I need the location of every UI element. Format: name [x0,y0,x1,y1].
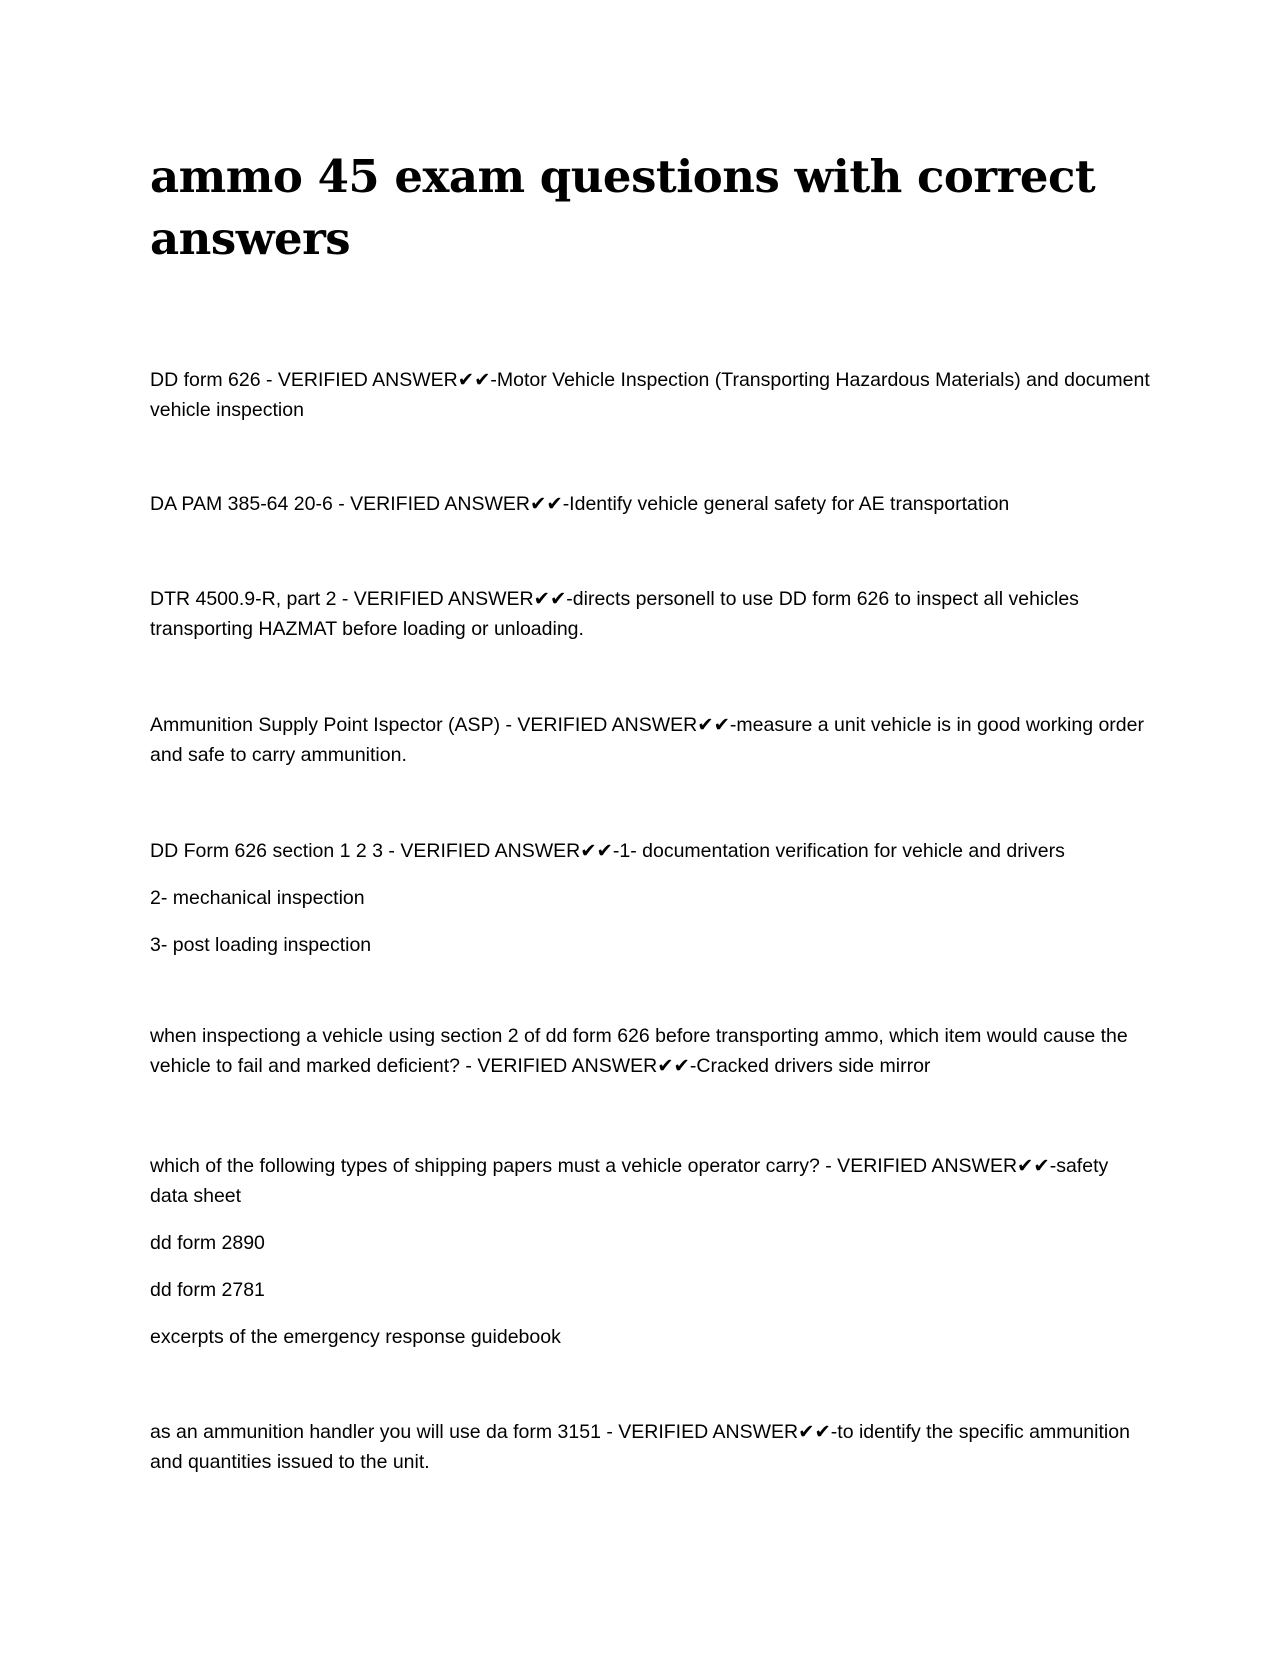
qa-text: DTR 4500.9-R, part 2 - VERIFIED ANSWER✔✔-directs personell to use DD form 626 to inspect all vehicles transporting HAZMAT before loading or unloading. [150,588,1079,640]
qa-entry-8 [150,1417,1150,1477]
qa-extra-line: 2- mechanical inspection [150,887,365,909]
qa-text: DA PAM 385-64 20-6 - VERIFIED ANSWER✔✔-Identify vehicle general safety for AE transportation [150,493,1010,515]
qa-entry-1 [150,365,1150,425]
qa-entry-6 [150,1021,1150,1081]
qa-text: Ammunition Supply Point Ispector (ASP) - VERIFIED ANSWER✔✔-measure a unit vehicle is in good working order and safe to carry ammunition. [150,714,1144,766]
qa-extra-line: dd form 2781 [150,1279,265,1301]
qa-text: as an ammunition handler you will use da form 3151 - VERIFIED ANSWER✔✔-to identify the specific ammunition and quantities issued to the unit. [150,1421,1130,1473]
qa-extra-line: dd form 2890 [150,1232,265,1254]
qa-extra-line: excerpts of the emergency response guidebook [150,1326,561,1348]
qa-extra-line: 3- post loading inspection [150,934,372,956]
qa-entry-3 [150,584,1150,644]
qa-text: when inspectiong a vehicle using section 2 of dd form 626 before transporting ammo, which item would cause the vehicle to fail and marked deficient? - VERIFIED ANSWER✔✔-Cracked drivers side mirror [150,1025,1128,1077]
qa-entry-7 [150,1151,1150,1352]
qa-text: which of the following types of shipping papers must a vehicle operator carry? - VERIFIED ANSWER✔✔-safety data sheet [150,1155,1109,1207]
qa-entry-5 [150,836,1150,960]
document-title: ammo 45 exam questions with correct answers [150,150,1096,265]
qa-text: DD Form 626 section 1 2 3 - VERIFIED ANSWER✔✔-1- documentation verification for vehicle and drivers [150,840,1065,862]
qa-entry-4 [150,710,1150,770]
qa-entry-2 [150,489,1150,519]
qa-text: DD form 626 - VERIFIED ANSWER✔✔-Motor Vehicle Inspection (Transporting Hazardous Materials) and document vehicle inspection [150,369,1150,421]
